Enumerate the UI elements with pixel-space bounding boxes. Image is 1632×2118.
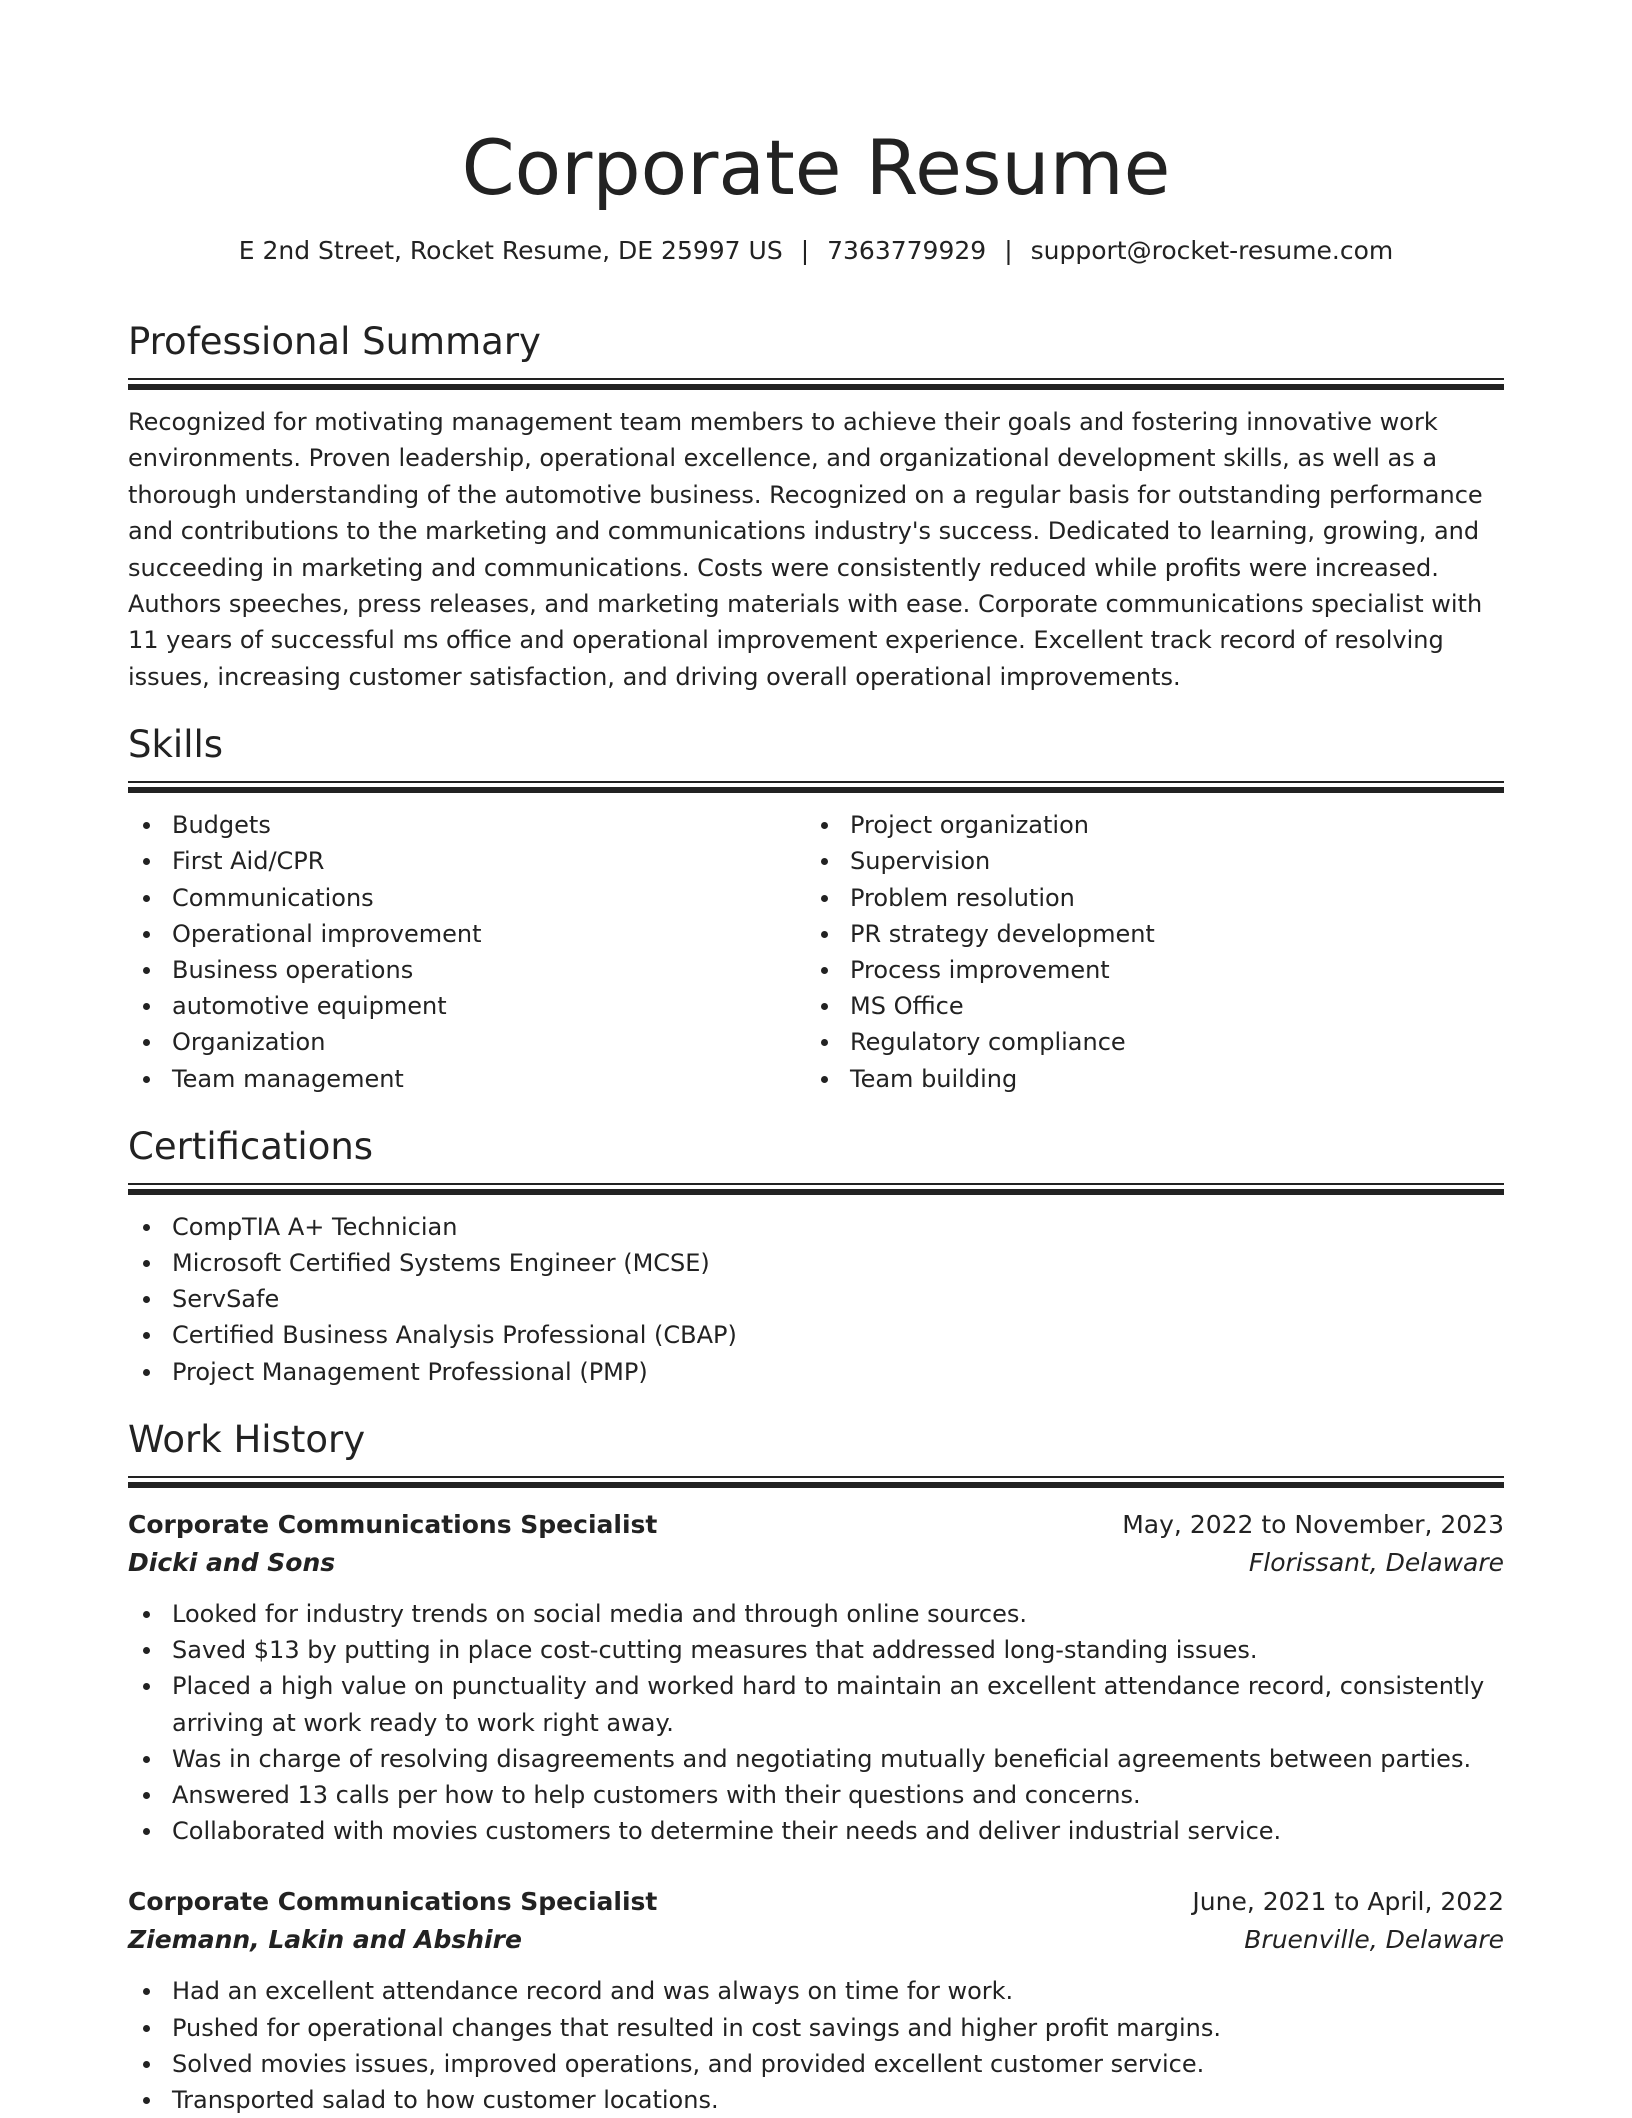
bullet-icon (143, 931, 150, 938)
certification-item (128, 1317, 1504, 1353)
skill-item (806, 916, 1484, 952)
skill-label: MS Office (850, 992, 964, 1021)
job-bullet (128, 1596, 1504, 1632)
bullet-icon (821, 931, 828, 938)
job-bullet-text: Had an excellent attendance record and was always on time for work. (172, 1977, 1014, 2006)
skills-grid (128, 807, 1504, 1097)
bullet-icon (821, 895, 828, 902)
bullet-icon (143, 1828, 150, 1835)
job-entry (128, 1506, 1504, 1849)
contact-separator: | (800, 236, 810, 265)
skill-item (128, 1061, 806, 1097)
job-bullets (128, 1973, 1504, 2118)
job-dates: May, 2022 to November, 2023 (1122, 1509, 1504, 1539)
job-bullet-text: Collaborated with movies customers to determine their needs and deliver industrial service. (172, 1817, 1282, 1846)
work-history-section (128, 1416, 1504, 2118)
section-divider (128, 378, 1504, 390)
certification-item (128, 1354, 1504, 1390)
job-bullet (128, 1813, 1504, 1849)
certifications-list (128, 1209, 1504, 1390)
certification-label: CompTIA A+ Technician (172, 1212, 458, 1241)
summary-section (128, 318, 1504, 695)
job-bullet-text: Was in charge of resolving disagreements and negotiating mutually beneficial agreements between parties. (172, 1744, 1472, 1773)
bullet-icon (143, 1988, 150, 1995)
job-bullet (128, 2010, 1504, 2046)
section-divider (128, 781, 1504, 793)
certification-label: ServSafe (172, 1285, 280, 1314)
bullet-icon (143, 1003, 150, 1010)
job-bullet (128, 1777, 1504, 1813)
skills-list-left (128, 807, 806, 1097)
job-bullet-text: Saved $13 by putting in place cost-cutting measures that addressed long-standing issues. (172, 1636, 1258, 1665)
bullet-icon (143, 1260, 150, 1267)
contact-address: E 2nd Street, Rocket Resume, DE 25997 US (238, 236, 783, 265)
bullet-icon (143, 1792, 150, 1799)
certification-item (128, 1209, 1504, 1245)
certification-label: Project Management Professional (PMP) (172, 1357, 648, 1386)
bullet-icon (143, 1683, 150, 1690)
section-divider (128, 1476, 1504, 1488)
skill-label: PR strategy development (850, 919, 1155, 948)
job-header-row (128, 1883, 1504, 1921)
skill-label: Communications (172, 883, 374, 912)
bullet-icon (821, 1076, 828, 1083)
contact-phone: 7363779929 (827, 236, 987, 265)
summary-text: Recognized for motivating management team members to achieve their goals and fostering innovative work environments. Proven leadership, operational excellence, and organizational development skills, as well as a thorough understanding of the automotive business. Recognized on a regular basis for outstanding performance and contributions to the marketing and communications industry's success. Dedicated to learning, growing, and succeeding in marketing and communications. Costs were consistently reduced while profits were increased. Authors speeches, press releases, and marketing materials with ease. Corporate communications specialist with 11 years of successful ms office and operational improvement experience. Excellent track record of resolving issues, increasing customer satisfaction, and driving overall operational improvements. (128, 408, 1483, 691)
bullet-icon (143, 1296, 150, 1303)
section-title-work-history: Work History (128, 1417, 366, 1461)
skill-item (128, 843, 806, 879)
job-bullet (128, 2082, 1504, 2118)
job-bullet (128, 1668, 1504, 1740)
bullet-icon (143, 822, 150, 829)
job-company: Dicki and Sons (128, 1547, 336, 1577)
skill-item (806, 1024, 1484, 1060)
bullet-icon (143, 1076, 150, 1083)
skill-label: Process improvement (850, 956, 1110, 985)
section-title-summary: Professional Summary (128, 320, 541, 363)
skill-item (128, 988, 806, 1024)
job-title: Corporate Communications Specialist (128, 1509, 658, 1539)
resume-name: Corporate Resume (461, 123, 1171, 212)
job-bullets (128, 1596, 1504, 1849)
job-location: Bruenville, Delaware (1244, 1925, 1504, 1955)
bullet-icon (143, 1332, 150, 1339)
job-bullet-text: Looked for industry trends on social media and through online sources. (172, 1599, 1027, 1628)
skill-item (128, 880, 806, 916)
job-location: Florissant, Delaware (1248, 1547, 1504, 1577)
bullet-icon (821, 822, 828, 829)
certification-label: Certified Business Analysis Professional (CBAP) (172, 1321, 737, 1350)
contact-separator: | (1004, 236, 1013, 265)
certification-item (128, 1245, 1504, 1281)
bullet-icon (143, 1611, 150, 1618)
job-bullet-text: Pushed for operational changes that resulted in cost savings and higher profit margins. (172, 2013, 1221, 2042)
skills-list-right (806, 807, 1484, 1097)
job-company-row (128, 1544, 1504, 1582)
skill-label: Budgets (172, 811, 271, 840)
bullet-icon (143, 2025, 150, 2032)
skill-label: Project organization (850, 811, 1089, 840)
bullet-icon (143, 1369, 150, 1376)
certifications-section (128, 1123, 1504, 1390)
job-dates: June, 2021 to April, 2022 (1192, 1887, 1504, 1917)
section-divider (128, 1183, 1504, 1195)
job-company: Ziemann, Lakin and Abshire (128, 1925, 522, 1955)
skill-item (806, 843, 1484, 879)
contact-email: support@rocket-resume.com (1030, 236, 1394, 265)
bullet-icon (143, 1756, 150, 1763)
bullet-icon (143, 2061, 150, 2068)
section-title-certifications: Certifications (128, 1124, 374, 1168)
certification-item (128, 1281, 1504, 1317)
bullet-icon (143, 967, 150, 974)
job-entry (128, 1883, 1504, 2118)
skill-label: automotive equipment (172, 992, 447, 1021)
job-bullet (128, 2046, 1504, 2082)
bullet-icon (143, 895, 150, 902)
skill-label: Regulatory compliance (850, 1028, 1126, 1057)
skill-item (806, 880, 1484, 916)
skill-label: Supervision (850, 847, 991, 876)
section-title-skills: Skills (128, 723, 224, 767)
skill-label: Business operations (172, 956, 414, 985)
bullet-icon (143, 1224, 150, 1231)
job-company-row (128, 1921, 1504, 1959)
job-title: Corporate Communications Specialist (128, 1887, 658, 1917)
skill-label: Team building (850, 1064, 1018, 1093)
skill-item (806, 988, 1484, 1024)
skill-item (128, 1024, 806, 1060)
skill-item (806, 807, 1484, 843)
job-bullet (128, 1973, 1504, 2009)
bullet-icon (821, 1039, 828, 1046)
certification-label: Microsoft Certified Systems Engineer (MCSE) (172, 1249, 710, 1278)
bullet-icon (821, 1003, 828, 1010)
skill-label: Problem resolution (850, 883, 1075, 912)
job-bullet-text: Answered 13 calls per how to help customers with their questions and concerns. (172, 1780, 1141, 1809)
job-bullet-text: Placed a high value on punctuality and worked hard to maintain an excellent attendance record, consistently arriving at work ready to work right away. (172, 1672, 1485, 1737)
job-bullet-text: Transported salad to how customer locations. (172, 2085, 719, 2114)
skills-section (128, 721, 1504, 1097)
bullet-icon (143, 1647, 150, 1654)
job-bullet (128, 1632, 1504, 1668)
contact-line (128, 234, 1504, 268)
bullet-icon (143, 858, 150, 865)
skill-item (128, 916, 806, 952)
skill-item (806, 952, 1484, 988)
skill-item (806, 1061, 1484, 1097)
bullet-icon (821, 858, 828, 865)
job-bullet (128, 1741, 1504, 1777)
bullet-icon (143, 2097, 150, 2104)
skill-label: Team management (172, 1064, 404, 1093)
skill-label: Organization (172, 1028, 326, 1057)
skill-item (128, 807, 806, 843)
job-bullet-text: Solved movies issues, improved operations, and provided excellent customer service. (172, 2049, 1205, 2078)
skill-item (128, 952, 806, 988)
skill-label: First Aid/CPR (172, 847, 325, 876)
bullet-icon (143, 1039, 150, 1046)
job-header-row (128, 1506, 1504, 1544)
bullet-icon (821, 967, 828, 974)
skill-label: Operational improvement (172, 919, 482, 948)
resume-page (128, 0, 1504, 2118)
